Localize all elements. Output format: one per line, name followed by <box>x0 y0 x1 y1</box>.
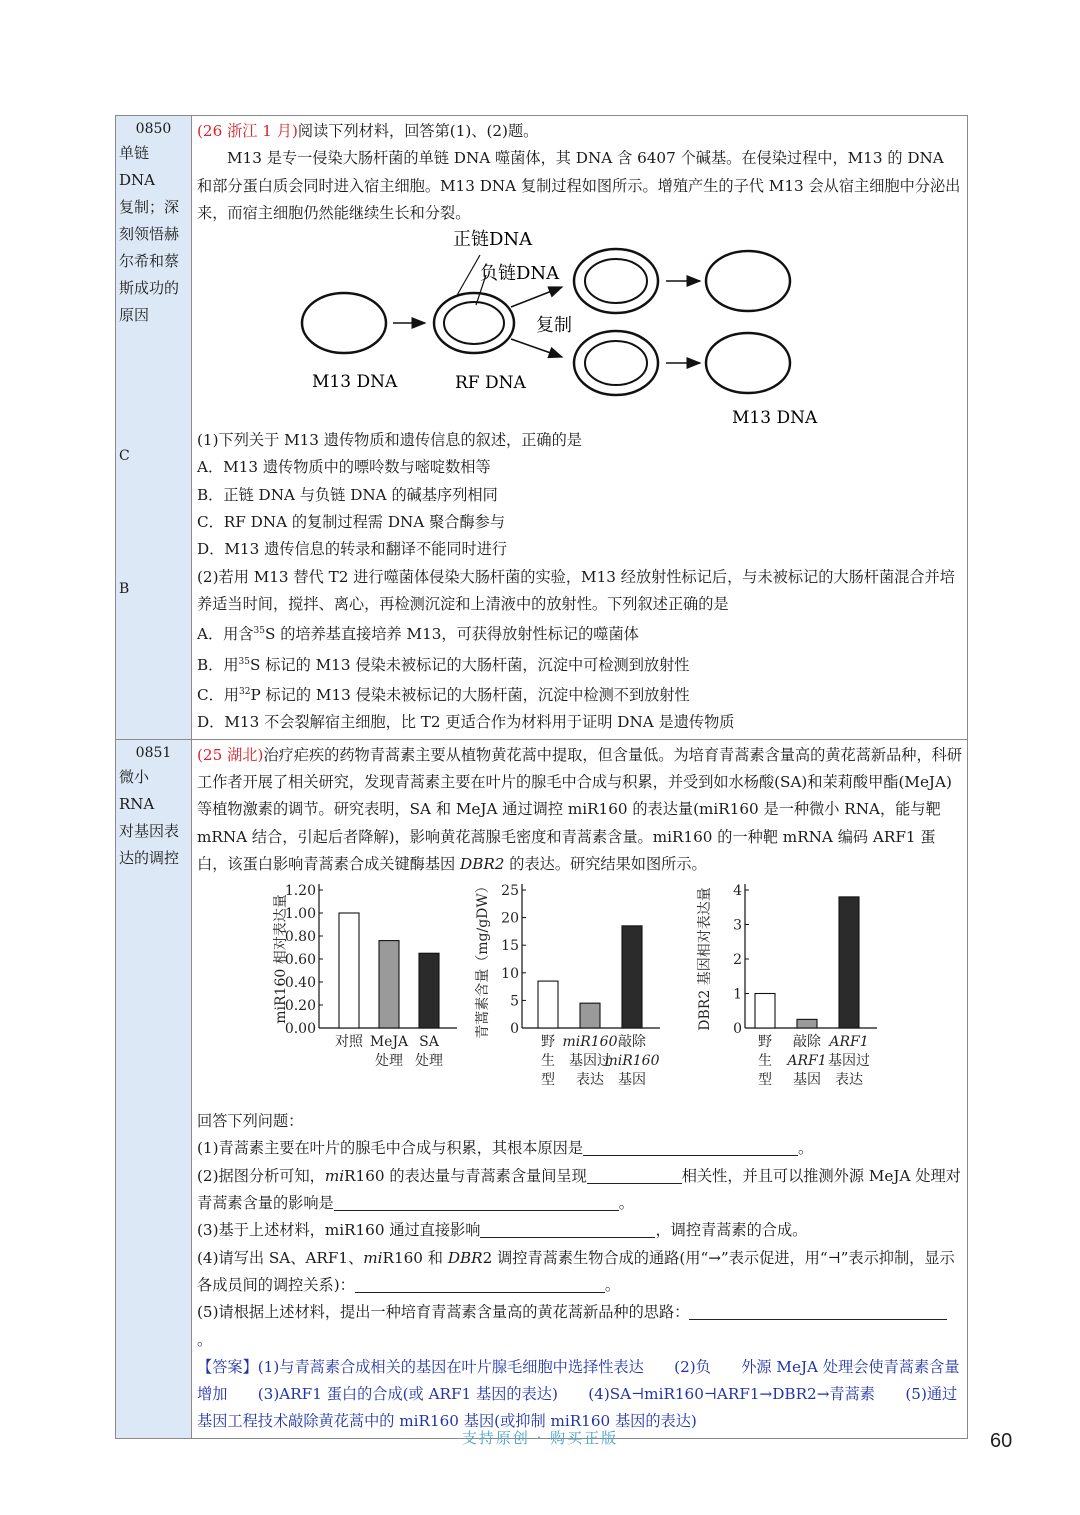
category-label: ARF1 基因过表达 <box>828 1034 870 1089</box>
category-label: miR160 基因过表达 <box>562 1034 618 1089</box>
category-label: 野生型 <box>758 1034 772 1089</box>
material-paragraph: M13 是专一侵染大肠杆菌的单链 DNA 噬菌体，其 DNA 含 6407 个碱基。在侵染过程中，M13 的 DNA 和部分蛋白质会同时进入宿主细胞。M13 DNA 复制过程如图所示。增殖产生的子代 M13 会从宿主细胞中分泌出来，而宿主细胞仍然能继续生长和分裂。 <box>197 149 961 222</box>
questions-intro: 回答下列问题： <box>197 1112 304 1131</box>
answer-block <box>197 1354 962 1436</box>
side-cell-0850 <box>116 116 192 740</box>
material-paragraph-end: 的表达。研究结果如图所示。 <box>504 854 707 873</box>
label-negative-strand: 负链DNA <box>479 263 559 285</box>
question-5: (5)请根据上述材料，提出一种培育青蒿素含量高的黄花蒿新品种的思路：。 <box>197 1299 962 1354</box>
chart-artemisinin-content <box>474 879 660 1088</box>
y-axis-label: 青蒿素含量（mg/gDW） <box>475 879 491 1039</box>
bar <box>839 897 859 1028</box>
y-tick-label: 0 <box>510 1021 519 1038</box>
question-id: 0850 <box>135 121 172 137</box>
side-title-line: 原因 <box>119 306 150 324</box>
bar <box>755 994 775 1029</box>
side-title-line: 复制；深 <box>119 198 180 216</box>
category-label: 野生型 <box>541 1034 555 1089</box>
label-m13-dna-left: M13 DNA <box>311 372 397 393</box>
category-label: 对照 <box>335 1034 363 1051</box>
chart-mir160-expression <box>272 883 457 1069</box>
side-title-line: 刻领悟赫 <box>119 225 180 243</box>
answer-text: (1)与青蒿素合成相关的基因在叶片腺毛细胞中选择性表达 (2)负 外源 MeJA 处理会使青蒿素含量增加 (3)ARF1 蛋白的合成(或 ARF1 基因的表达) (4)SA⊣miR160⊣ARF1→DBR2→青蒿素 (5)通过基因工程技术敲除黄花蒿中的 miR160 基因(或抑制 miR160 基因的表达) <box>197 1357 960 1431</box>
bar <box>580 1003 600 1028</box>
bar <box>622 926 642 1028</box>
question-id: 0851 <box>135 744 172 761</box>
y-tick-label: 1.20 <box>284 883 316 900</box>
intro-text: 阅读下列材料，回答第(1)、(2)题。 <box>297 122 539 140</box>
option-a: A．M13 遗传物质中的嘌呤数与嘧啶数相等 <box>197 458 491 477</box>
arrow-icon <box>511 287 562 307</box>
results-charts <box>197 878 962 1108</box>
source-tag: (25 湖北) <box>197 745 264 764</box>
y-tick-label: 1.00 <box>284 906 316 923</box>
label-rf-dna: RF DNA <box>454 373 526 394</box>
gene-name: DBR2 <box>460 854 505 873</box>
question-4: (4)请写出 SA、ARF1、miR160 和 DBR2 调控青蒿素生物合成的通路(用“→”表示促进，用“⊣”表示抑制，显示各成员间的调控关系)： 。 <box>197 1248 955 1294</box>
rf-dna-inner-circle <box>585 341 647 385</box>
question-row-0851 <box>116 739 968 1438</box>
category-label: SA 处理 <box>415 1034 443 1070</box>
question-3: (3)基于上述材料，miR160 通过直接影响 ，调控青蒿素的合成。 <box>197 1221 808 1240</box>
bar <box>419 953 439 1028</box>
answer-blank[interactable] <box>355 1274 605 1293</box>
option-d: D．M13 不会裂解宿主细胞，比 T2 更适合作为材料用于证明 DNA 是遗传物质 <box>197 713 735 732</box>
rf-dna-inner-circle <box>585 259 647 303</box>
material-paragraph: 治疗疟疾的药物青蒿素主要从植物黄花蒿中提取，但含量低。为培育青蒿素含量高的黄花蒿新品种，科研工作者开展了相关研究，发现青蒿素主要在叶片的腺毛中合成与积累，并受到如水杨酸(SA)和茉莉酸甲酯(MeJA)等植物激素的调节。研究表明，SA 和 MeJA 通过调控 miR160 的表达量(miR160 是一种微小 RNA，能与靶 mRNA 结合，引起后者降解)，影响黄花蒿腺毛密度和青蒿素含量。miR160 的一种靶 mRNA 编码 ARF1 蛋白，该蛋白影响青蒿素合成关键酶基因 <box>197 745 963 873</box>
answer-blank[interactable] <box>334 1192 619 1211</box>
chart-dbr2-expression <box>696 883 877 1088</box>
page-number: 60 <box>990 1430 1013 1452</box>
m13-dna-circle-left <box>302 293 386 353</box>
category-label: 敲除 ARF1 基因 <box>787 1034 827 1089</box>
answer-tag: 【答案】 <box>197 1357 258 1376</box>
side-title-line: 微小 RNA <box>119 767 155 813</box>
rf-dna-inner-circle <box>444 302 504 344</box>
main-cell-0850 <box>192 116 968 740</box>
y-tick-label: 0.80 <box>284 929 316 946</box>
source-tag: (26 浙江 1 月) <box>197 122 298 140</box>
m13-replication-diagram <box>300 227 860 427</box>
side-title-line: 单链 DNA <box>119 144 155 189</box>
y-tick-label: 0.20 <box>284 998 316 1015</box>
y-tick-label: 15 <box>501 938 519 955</box>
y-tick-label: 3 <box>733 917 742 934</box>
question-2-stem: (2)若用 M13 替代 T2 进行噬菌体侵染大肠杆菌的实验，M13 经放射性标记后，与未被标记的大肠杆菌混合并培养适当时间，搅拌、离心，再检测沉淀和上清液中的放射性。下列叙述正确的是 <box>197 567 955 613</box>
bar <box>538 981 558 1028</box>
y-axis-label: DBR2 基因相对表达量 <box>697 887 713 1031</box>
option-c: C．RF DNA 的复制过程需 DNA 聚合酶参与 <box>197 513 506 532</box>
y-tick-label: 0.60 <box>284 952 316 969</box>
option-b: B．正链 DNA 与负链 DNA 的碱基序列相同 <box>197 485 498 504</box>
category-label: MeJA 处理 <box>369 1034 409 1070</box>
y-axis-label: miR160 相对表达量 <box>273 894 289 1024</box>
y-tick-label: 2 <box>733 952 742 969</box>
option-d: D．M13 遗传信息的转录和翻译不能同时进行 <box>197 540 508 559</box>
question-table <box>115 115 968 1439</box>
bar <box>379 941 399 1028</box>
side-title <box>119 764 188 872</box>
label-replicate: 复制 <box>535 315 572 337</box>
y-tick-label: 1 <box>733 986 742 1003</box>
m13-dna-circle-right <box>706 251 790 311</box>
question-1: (1)青蒿素主要在叶片的腺毛中合成与积累，其根本原因是 。 <box>197 1139 814 1158</box>
option-a: A．用含$^{35}$S 的培养基直接培养 M13，可获得放射性标记的噬菌体 <box>197 625 639 644</box>
pointer-line <box>456 255 480 297</box>
y-tick-label: 10 <box>501 965 519 982</box>
option-c: C．用$^{32}$P 标记的 M13 侵染未被标记的大肠杆菌，沉淀中检测不到放射性 <box>197 686 690 705</box>
arrow-icon <box>511 339 562 357</box>
y-tick-label: 5 <box>510 993 519 1010</box>
question-2: (2)据图分析可知，miR160 的表达量与青蒿素含量间呈现 相关性，并且可以推测外源 MeJA 处理对青蒿素含量的影响是 。 <box>197 1166 961 1213</box>
y-tick-label: 20 <box>501 910 519 927</box>
y-tick-label: 0.40 <box>284 975 316 992</box>
answer-key-2: B <box>119 581 130 597</box>
y-tick-label: 4 <box>733 883 742 900</box>
side-title <box>119 140 188 329</box>
category-label: 敲除 miR160 基因 <box>604 1034 660 1089</box>
label-positive-strand: 正链DNA <box>452 229 532 251</box>
side-title-line: 对基因表 <box>119 821 180 840</box>
footer-slogan: 支持原创 · 购买正版 <box>461 1429 619 1447</box>
y-tick-label: 0 <box>733 1021 742 1038</box>
side-title-line: 尔希和蔡 <box>119 252 180 270</box>
question-1-stem: (1)下列关于 M13 遗传物质和遗传信息的叙述，正确的是 <box>197 431 582 450</box>
answer-blank[interactable] <box>480 1219 655 1238</box>
m13-dna-circle-right <box>706 333 790 393</box>
answer-key-1: C <box>119 448 130 464</box>
answer-blank[interactable] <box>583 1137 798 1156</box>
bar <box>797 1020 817 1029</box>
y-tick-label: 0.00 <box>284 1021 316 1038</box>
question-row-0850 <box>116 116 968 740</box>
bar <box>339 913 359 1028</box>
side-title-line: 达的调控 <box>119 848 180 867</box>
label-m13-dna-right: M13 DNA <box>731 408 817 428</box>
main-cell-0851 <box>192 739 968 1438</box>
side-title-line: 斯成功的 <box>119 279 180 297</box>
answer-blank[interactable] <box>587 1165 682 1184</box>
answer-blank[interactable] <box>689 1301 947 1320</box>
side-cell-0851 <box>116 739 192 1438</box>
option-b: B．用$^{35}$S 标记的 M13 侵染未被标记的大肠杆菌，沉淀中可检测到放射性 <box>197 655 690 674</box>
y-tick-label: 25 <box>501 883 519 900</box>
